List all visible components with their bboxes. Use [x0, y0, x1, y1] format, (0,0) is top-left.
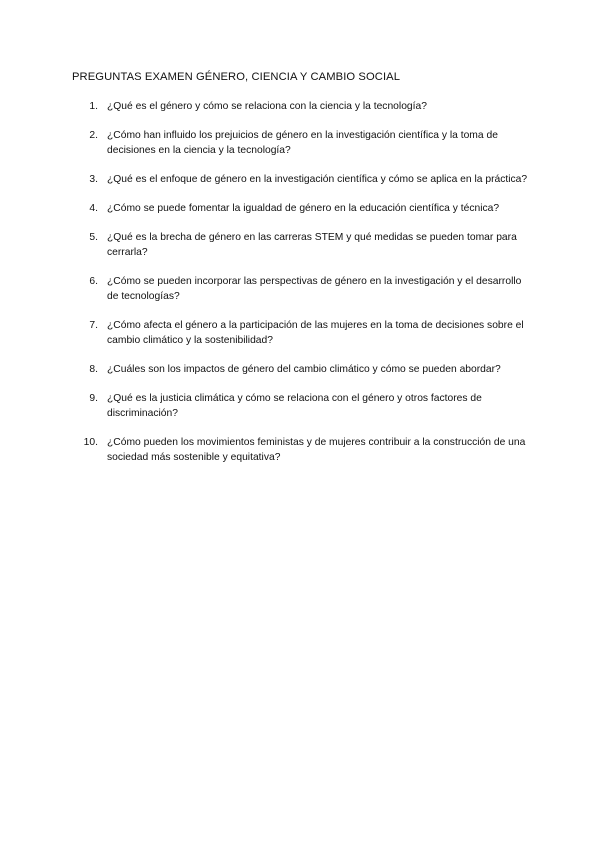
- question-item: [72, 172, 532, 187]
- question-number: 5.: [89, 232, 98, 243]
- question-item: [72, 201, 532, 216]
- question-number: 3.: [89, 174, 98, 185]
- question-item: [72, 391, 532, 421]
- question-text: ¿Cómo afecta el género a la participación de las mujeres en la toma de decisiones sobre el cambio climático y la sostenibilidad?: [107, 320, 524, 346]
- question-item: [72, 435, 532, 465]
- question-text: ¿Qué es la brecha de género en las carreras STEM y qué medidas se pueden tomar para cerrarla?: [107, 232, 517, 258]
- question-number: 4.: [89, 203, 98, 214]
- question-text: ¿Cómo han influido los prejuicios de género en la investigación científica y la toma de decisiones en la ciencia y la tecnología?: [107, 130, 498, 156]
- question-number: 2.: [89, 130, 98, 141]
- question-item: [72, 318, 532, 348]
- question-number: 7.: [89, 320, 98, 331]
- question-number: 8.: [89, 364, 98, 375]
- question-text: ¿Qué es el enfoque de género en la investigación científica y cómo se aplica en la práctica?: [107, 174, 528, 185]
- document-title: PREGUNTAS EXAMEN GÉNERO, CIENCIA Y CAMBIO SOCIAL: [72, 71, 401, 83]
- question-item: [72, 362, 532, 377]
- question-text: ¿Cómo se puede fomentar la igualdad de género en la educación científica y técnica?: [107, 203, 500, 214]
- question-number: 6.: [89, 276, 98, 287]
- question-text: ¿Qué es el género y cómo se relaciona con la ciencia y la tecnología?: [107, 101, 427, 112]
- question-list: [72, 99, 532, 479]
- question-item: [72, 274, 532, 304]
- question-text: ¿Qué es la justicia climática y cómo se relaciona con el género y otros factores de discriminación?: [107, 393, 482, 419]
- question-text: ¿Cuáles son los impactos de género del cambio climático y cómo se pueden abordar?: [107, 364, 501, 375]
- question-item: [72, 230, 532, 260]
- question-item: [72, 99, 532, 114]
- question-item: [72, 128, 532, 158]
- question-number: 9.: [89, 393, 98, 404]
- question-number: 1.: [89, 101, 98, 112]
- question-number: 10.: [83, 437, 98, 448]
- question-text: ¿Cómo pueden los movimientos feministas y de mujeres contribuir a la construcción de una sociedad más sostenible y equitativa?: [107, 437, 526, 463]
- question-text: ¿Cómo se pueden incorporar las perspectivas de género en la investigación y el desarrollo de tecnologías?: [107, 276, 522, 302]
